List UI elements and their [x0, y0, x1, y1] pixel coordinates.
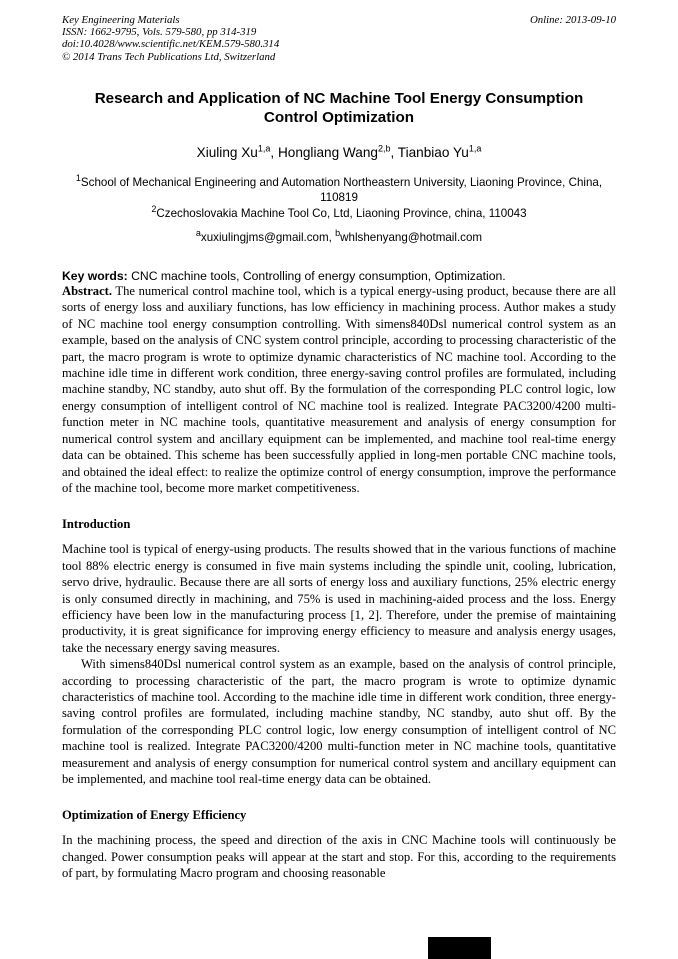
paper-title: Research and Application of NC Machine Tool Energy Consumption Control Optimization — [94, 89, 584, 127]
journal-header — [62, 14, 616, 63]
author-affiliation-sup: 1,a — [468, 143, 482, 154]
journal-name: Key Engineering Materials — [62, 14, 180, 26]
author-name: Hongliang Wang — [277, 144, 378, 160]
author-affiliation-sup: 1,a — [257, 143, 271, 154]
affiliation-text: Czechoslovakia Machine Tool Co, Ltd, Liaoning Province, china, 110043 — [156, 206, 527, 220]
body-paragraph: In the machining process, the speed and direction of the axis in CNC Machine tools will continuously be changed. Power consumption peaks will appear at the start and stop. For this, according to the requirements of part, by formulating Macro program and choosing reasonable — [62, 833, 616, 881]
email-address[interactable]: xuxiulingjms@gmail.com — [200, 231, 329, 245]
email-sup: a — [195, 228, 201, 239]
abstract-paragraph — [62, 283, 616, 496]
section-heading-introduction: Introduction — [62, 517, 131, 532]
author-separator: , — [390, 144, 398, 160]
issn-line: ISSN: 1662-9795, Vols. 579-580, pp 314-319 — [62, 26, 257, 39]
section-heading-optimization: Optimization of Energy Efficiency — [62, 808, 247, 823]
scan-artifact-mark — [428, 937, 491, 959]
author-name: Tianbiao Yu — [397, 144, 469, 160]
authors-line — [62, 145, 616, 160]
affiliation-sup: 1 — [75, 172, 81, 183]
online-date: Online: 2013-09-10 — [529, 14, 616, 26]
affiliation-line — [62, 203, 616, 221]
affiliation-line — [62, 172, 616, 206]
author-name: Xiuling Xu — [196, 144, 258, 160]
email-sup: b — [335, 228, 341, 239]
author-separator: , — [270, 144, 278, 160]
journal-info — [62, 14, 279, 63]
affiliations-block — [62, 172, 616, 221]
affiliation-text: School of Mechanical Engineering and Automation Northeastern University, Liaoning Province, China, 110819 — [80, 175, 603, 205]
email-separator: , — [328, 231, 336, 245]
emails-line — [62, 228, 616, 245]
abstract-label: Abstract. — [62, 284, 113, 299]
author-affiliation-sup: 2,b — [377, 143, 391, 154]
body-paragraph: Machine tool is typical of energy-using products. The results showed that in the various functions of machine tool 88% electric energy is consumed in five main systems including the spindle unit, cooling, lubrication, servo drive, hydraulic. Because there are all sorts of energy loss and auxiliary functions, 25% electric energy is only consumed directly in machining, and 75% is used in machining-aided process and the loss. Energy efficiency have been low in the manufacturing process [1, 2]. Therefore, under the premise of maintaining productivity, it is great significance for improving energy efficiency to measure and analysis energy usages, take the necessary energy saving measures. — [62, 542, 616, 655]
keywords-label: Key words: — [62, 269, 128, 284]
keywords-line — [62, 269, 616, 283]
affiliation-sup: 2 — [151, 203, 157, 214]
doi-line: doi:10.4028/www.scientific.net/KEM.579-580.314 — [62, 38, 280, 51]
copyright-line: © 2014 Trans Tech Publications Ltd, Switzerland — [62, 50, 276, 63]
keywords-text: CNC machine tools, Controlling of energy consumption, Optimization. — [127, 269, 506, 284]
body-paragraph: With simens840Dsl numerical control system as an example, based on the analysis of control principle, according to processing characteristic of the part, the macro program is wrote to optimize dynamic characteristics of machine tool. According to the machine idle time in different work condition, three energy-saving control profiles are formulated, including machine standby, NC standby, auto shut off. By the formulation of the corresponding PLC control logic, low energy consumption of intelligent control of NC machine tool is realized. Integrate PAC3200/4200 multi-function meter in NC machine tools, quantitative measurement and analysis of energy consumption for numerical control system and ancillary equipment can be implemented, and machine tool real-time energy data can be obtained. — [62, 657, 616, 786]
email-address[interactable]: whlshenyang@hotmail.com — [340, 231, 483, 245]
abstract-text: The numerical control machine tool, which is a typical energy-using product, because there are all sorts of energy loss and auxiliary functions, has low efficiency in machining process. Author makes a study of NC machine tool energy consumption controlling. With simens840Dsl numerical control system as an example, based on the analysis of CNC system control principle, according to processing characteristic of the part, the macro program is wrote to optimize dynamic characteristics of NC machine tool. According to the machine idle time in different work condition, three energy-saving control profiles are formulated, including machine standby, NC standby, auto shut off. By the formulation of the corresponding PLC control logic, low energy consumption of intelligent control of NC machine tool is realized. Integrate PAC3200/4200 multi-function meter in NC machine tools, quantitative measurement and analysis of energy consumption for numerical control system and ancillary equipment can be implemented, and machine tool real-time energy data can be obtained. This scheme has been successfully applied in long-men portable CNC machine tools, and obtained the ideal effect: to realize the optimize control of energy consumption, improve the performance of the machine tool, become more market competitiveness. — [62, 284, 616, 495]
